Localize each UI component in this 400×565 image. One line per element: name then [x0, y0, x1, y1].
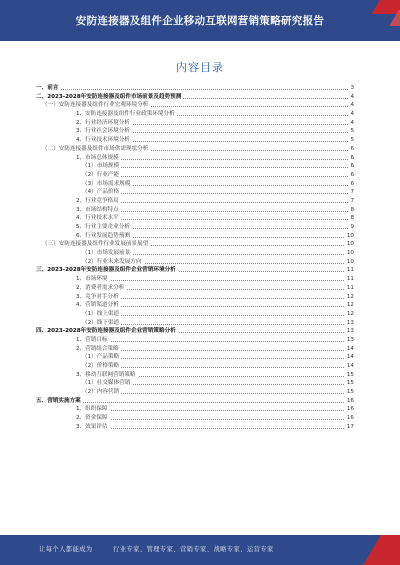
toc-entry-label: （1）社交媒体营销	[82, 380, 131, 387]
toc-entry[interactable]	[36, 327, 354, 336]
report-title: 安防连接器及组件企业移动互联网营销策略研究报告	[75, 15, 325, 27]
toc-dot-leader	[82, 167, 354, 168]
toc-entry-page: 6	[350, 145, 354, 152]
table-of-contents	[36, 84, 354, 432]
toc-entry-label: 4、行业技术水平	[76, 215, 119, 222]
toc-entry-label: 2、行业竞争格局	[76, 197, 119, 204]
toc-entry[interactable]	[36, 405, 354, 414]
toc-entry[interactable]	[36, 232, 354, 241]
toc-entry[interactable]	[36, 84, 354, 93]
toc-entry-label: 2、资金保障	[76, 415, 108, 422]
toc-entry-label: （2）行业未来发展方向	[82, 258, 142, 265]
toc-entry-page: 14	[346, 363, 354, 369]
toc-title: 内容目录	[176, 61, 224, 74]
toc-entry-page: 11	[346, 276, 354, 283]
toc-entry-page: 11	[346, 284, 354, 291]
toc-entry-label: （1）产品策略	[82, 354, 120, 361]
toc-entry-label: 5、行业主要企业分析	[76, 224, 130, 230]
toc-entry[interactable]	[36, 180, 354, 189]
toc-entry-page: 14	[346, 345, 354, 352]
toc-entry[interactable]	[36, 414, 354, 423]
toc-entry-page: 6	[350, 171, 354, 178]
toc-entry-page: 4	[350, 102, 354, 109]
report-header	[0, 0, 400, 41]
toc-entry[interactable]	[36, 362, 354, 371]
toc-entry-page: 13	[346, 319, 354, 326]
toc-dot-leader	[36, 89, 354, 90]
toc-entry-label: 3、市场结构特点	[76, 206, 119, 213]
toc-entry-page: 4	[350, 111, 354, 118]
toc-entry-label: 6、行业发展趋势预测	[76, 232, 130, 239]
toc-entry[interactable]	[36, 162, 354, 171]
toc-dot-leader	[82, 367, 354, 368]
toc-entry-page: 15	[346, 371, 354, 378]
toc-entry-label: 三、2023-2028年安防连接器及组件企业营销环境分析	[36, 267, 176, 274]
toc-entry-label: 4、营销渠道分析	[76, 302, 119, 309]
toc-entry[interactable]	[36, 258, 354, 267]
toc-entry-page: 5	[350, 128, 354, 135]
toc-entry-page: 5	[350, 137, 354, 144]
toc-entry-label: 2、营销组合策略	[76, 345, 119, 352]
toc-entry-page: 8	[350, 215, 354, 222]
toc-entry-page: 9	[350, 224, 354, 230]
toc-entry-label: 1、市场总体规模	[76, 154, 119, 161]
toc-entry-label: 1、市场环境	[76, 276, 108, 283]
toc-entry-page: 17	[346, 423, 354, 430]
toc-entry-label: 3、移动互联网营销策略	[76, 371, 136, 378]
footer-tags: 行业专家、管理专家、营销专家、战略专家、运营专家	[113, 546, 274, 553]
toc-entry-label: （3）市场需求规模	[82, 180, 131, 187]
toc-entry-label: 3、行业社会环境分析	[76, 128, 130, 135]
toc-entry-label: （2）价格策略	[82, 363, 120, 369]
report-footer	[0, 535, 400, 565]
toc-entry[interactable]	[36, 371, 354, 380]
toc-entry[interactable]	[36, 379, 354, 388]
toc-entry[interactable]	[36, 101, 354, 110]
toc-entry-page: 7	[350, 197, 354, 204]
toc-entry[interactable]	[36, 310, 354, 319]
toc-entry-label: 1、组织保障	[76, 406, 108, 413]
toc-entry-page: 14	[346, 354, 354, 361]
toc-dot-leader	[76, 410, 354, 411]
toc-entry[interactable]	[36, 336, 354, 345]
toc-entry[interactable]	[36, 188, 354, 197]
toc-entry-page: 10	[346, 250, 354, 257]
toc-entry-page: 10	[346, 241, 354, 248]
toc-entry[interactable]	[36, 397, 354, 406]
toc-entry[interactable]	[36, 293, 354, 302]
toc-entry[interactable]	[36, 206, 354, 215]
toc-entry[interactable]	[36, 249, 354, 258]
toc-entry-page: 6	[350, 180, 354, 187]
header-red-accent	[372, 0, 400, 14]
toc-entry[interactable]	[36, 353, 354, 362]
toc-entry-label: 一、前言	[36, 85, 59, 91]
toc-entry-page: 10	[346, 232, 354, 239]
toc-entry-page: 12	[346, 293, 354, 300]
toc-entry-label: 二、2023-2028年安防连接器及组件市场前景及趋势预测	[36, 93, 182, 100]
toc-dot-leader	[76, 419, 354, 420]
toc-entry-page: 12	[346, 302, 354, 309]
toc-entry[interactable]	[36, 266, 354, 275]
footer-red-accent	[363, 535, 400, 565]
toc-entry[interactable]	[36, 388, 354, 397]
toc-entry[interactable]	[36, 301, 354, 310]
toc-dot-leader	[76, 428, 354, 429]
toc-entry[interactable]	[36, 145, 354, 154]
toc-entry-label: （三）安防连接器及组件行业发展前景展望	[42, 241, 149, 248]
toc-entry-page: 6	[350, 163, 354, 170]
toc-entry-label: 2、消费者需求分析	[76, 284, 125, 291]
toc-entry-label: （二）安防连接器及组件市场供需现状分析	[42, 145, 149, 152]
toc-entry-page: 10	[346, 258, 354, 265]
toc-dot-leader	[82, 358, 354, 359]
toc-entry-page: 7	[350, 189, 354, 196]
toc-entry[interactable]	[36, 93, 354, 102]
toc-entry[interactable]	[36, 275, 354, 284]
toc-entry[interactable]	[36, 214, 354, 223]
toc-entry-page: 4	[350, 93, 354, 100]
toc-dot-leader	[36, 402, 354, 403]
toc-entry-label: 3、竞争对手分析	[76, 293, 119, 300]
toc-entry[interactable]	[36, 197, 354, 206]
toc-entry[interactable]	[36, 423, 354, 432]
toc-entry[interactable]	[36, 154, 354, 163]
toc-entry-label: （2）线下渠道	[82, 319, 120, 326]
toc-dot-leader	[82, 315, 354, 316]
toc-entry-page: 13	[346, 336, 354, 343]
toc-entry-page: 16	[346, 397, 354, 404]
toc-entry[interactable]	[36, 127, 354, 136]
toc-entry[interactable]	[36, 319, 354, 328]
toc-entry-page: 15	[346, 380, 354, 387]
toc-entry-label: （2）行业产能	[82, 171, 120, 178]
toc-entry[interactable]	[36, 136, 354, 145]
toc-entry-page: 16	[346, 415, 354, 422]
toc-dot-leader	[82, 176, 354, 177]
toc-entry-label: （1）市场发展前景	[82, 250, 131, 257]
toc-entry-label: 1、安防连接器及组件行业政策环境分析	[76, 111, 175, 118]
toc-entry-label: （4）产品价格	[82, 189, 120, 196]
toc-entry-label: 四、2023-2028年安防连接器及组件企业营销策略分析	[36, 328, 176, 335]
toc-entry-page: 6	[350, 154, 354, 161]
toc-entry-label: （1）市场规模	[82, 163, 120, 170]
toc-entry-label: 2、行业经济环境分析	[76, 119, 130, 126]
toc-entry-label: 3、效果评估	[76, 423, 108, 430]
footer-slogan: 让每个人都能成为	[39, 546, 93, 553]
toc-entry-label: 4、行业技术环境分析	[76, 137, 130, 144]
toc-entry-label: （1）线上渠道	[82, 310, 120, 317]
toc-entry-page: 15	[346, 389, 354, 396]
toc-entry-page: 13	[346, 328, 354, 335]
toc-entry-page: 3	[350, 85, 354, 91]
toc-entry-page: 11	[346, 267, 354, 274]
toc-dot-leader	[76, 280, 354, 281]
toc-entry[interactable]	[36, 110, 354, 119]
toc-entry-page: 8	[350, 206, 354, 213]
toc-dot-leader	[82, 324, 354, 325]
toc-entry-label: 1、营销目标	[76, 336, 108, 343]
toc-entry[interactable]	[36, 223, 354, 232]
toc-entry[interactable]	[36, 119, 354, 128]
toc-entry[interactable]	[36, 171, 354, 180]
toc-entry-page: 4	[350, 119, 354, 126]
toc-dot-leader	[82, 193, 354, 194]
toc-dot-leader	[82, 393, 354, 394]
toc-entry-label: （2）内容营销	[82, 389, 120, 396]
toc-entry[interactable]	[36, 345, 354, 354]
toc-entry[interactable]	[36, 284, 354, 293]
toc-entry-page: 16	[346, 406, 354, 413]
toc-entry-page: 12	[346, 310, 354, 317]
toc-entry-label: 五、营销实施方案	[36, 397, 81, 404]
toc-entry-label: （一）安防连接器及组件行业宏观环境分析	[42, 102, 149, 109]
toc-dot-leader	[76, 341, 354, 342]
toc-entry[interactable]	[36, 240, 354, 249]
